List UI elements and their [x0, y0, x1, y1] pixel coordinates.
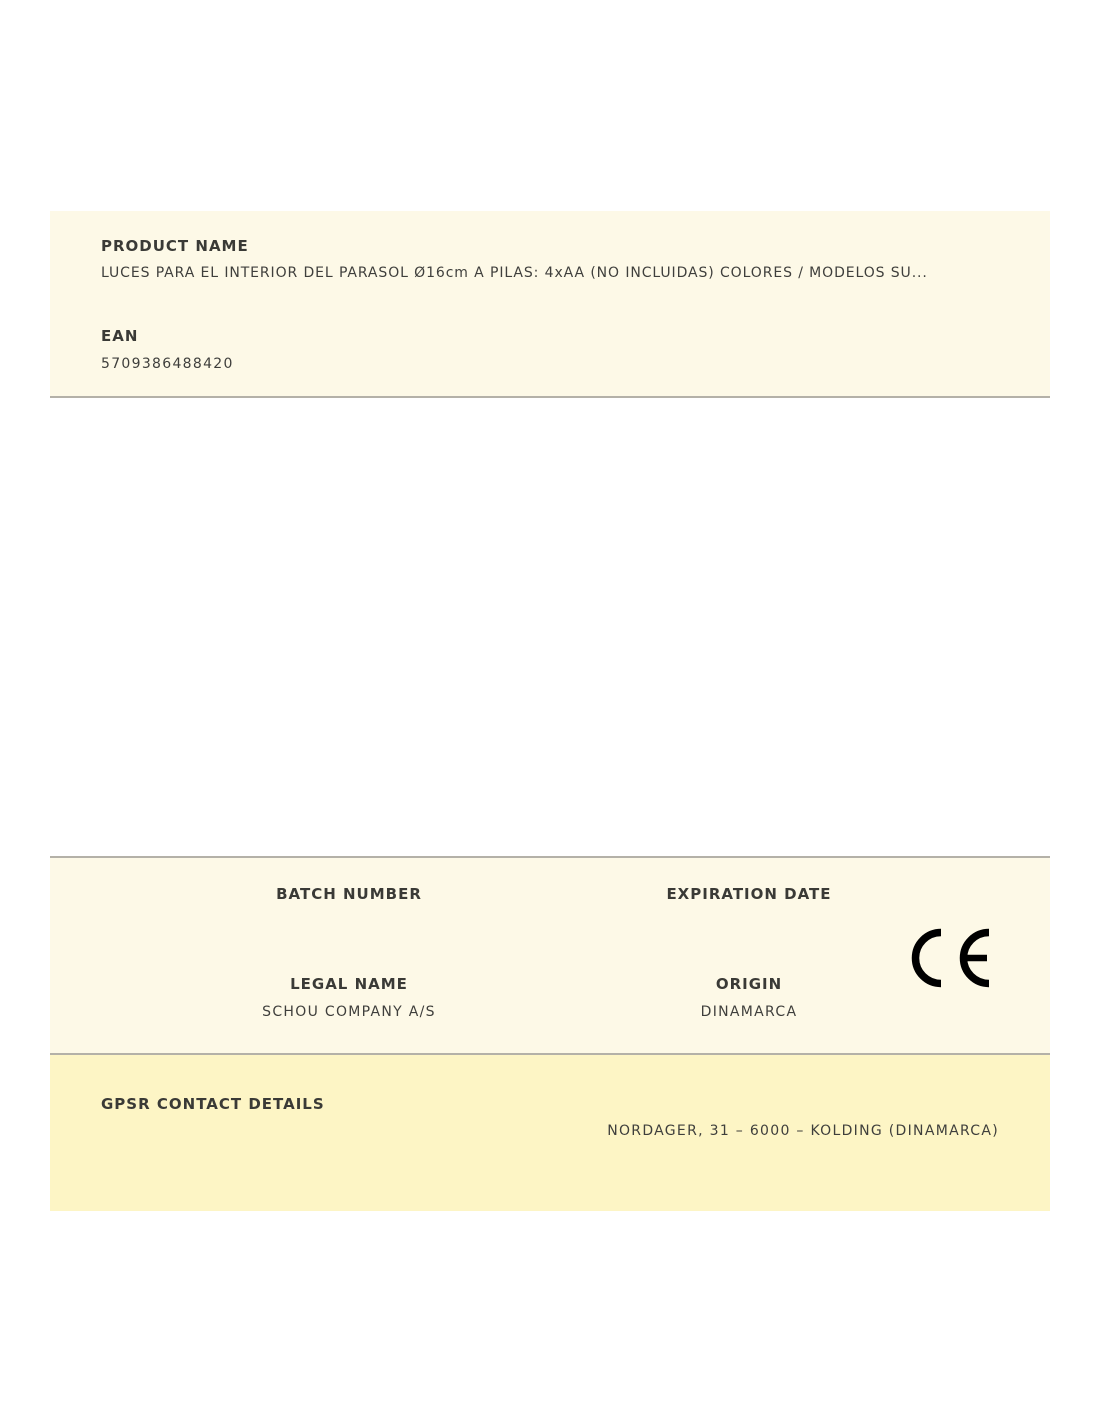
batch-number-label: BATCH NUMBER	[276, 885, 422, 903]
gpsr-contact-panel	[50, 1055, 1050, 1211]
product-info-panel	[50, 211, 1050, 398]
batch-origin-panel	[50, 856, 1050, 1055]
product-name-label: PRODUCT NAME	[101, 237, 249, 255]
expiration-date-label: EXPIRATION DATE	[666, 885, 832, 903]
ce-mark-icon	[908, 928, 992, 988]
expiration-date-field	[599, 885, 899, 914]
origin-value: DINAMARCA	[700, 1004, 798, 1020]
ean-value: 5709386488420	[101, 356, 234, 372]
gpsr-contact-address: NORDAGER, 31 – 6000 – KOLDING (DINAMARCA)	[607, 1123, 999, 1139]
legal-name-value: SCHOU COMPANY A/S	[262, 1004, 436, 1020]
product-name-value: LUCES PARA EL INTERIOR DEL PARASOL Ø16cm A PILAS: 4xAA (NO INCLUIDAS) COLORES / MODELOS SU...	[101, 265, 928, 281]
gpsr-contact-label: GPSR CONTACT DETAILS	[101, 1095, 325, 1113]
legal-name-label: LEGAL NAME	[290, 975, 408, 993]
ean-label: EAN	[101, 327, 139, 345]
origin-label: ORIGIN	[715, 975, 783, 993]
origin-field	[599, 975, 899, 1020]
legal-name-field	[199, 975, 499, 1020]
batch-number-field	[199, 885, 499, 914]
